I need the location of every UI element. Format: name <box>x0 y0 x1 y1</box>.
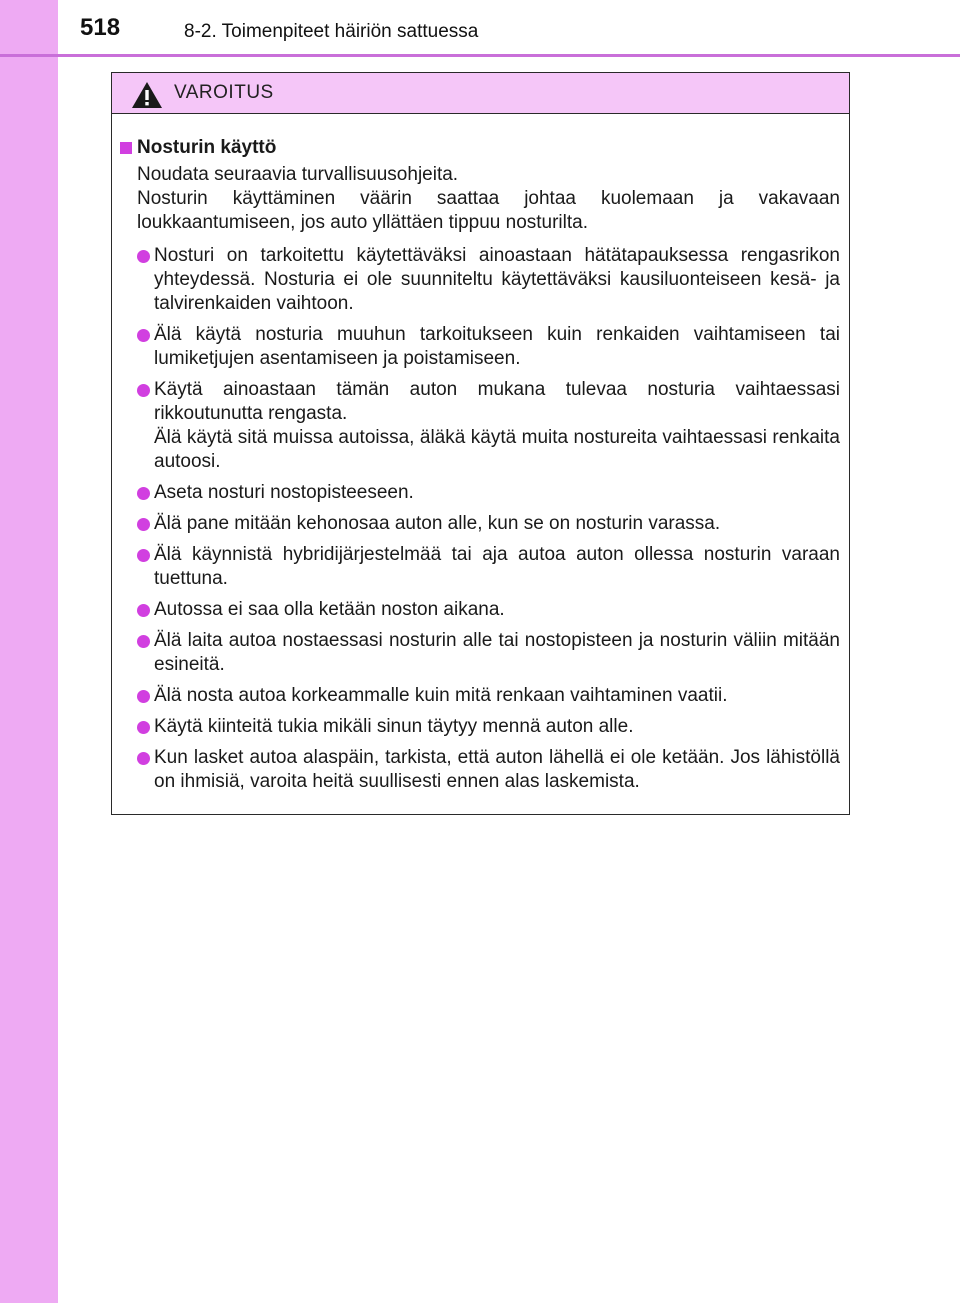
list-item <box>120 244 840 316</box>
circle-bullet-icon <box>137 635 150 648</box>
warning-label: VAROITUS <box>174 82 274 103</box>
warning-header <box>112 73 849 114</box>
list-item <box>120 481 840 505</box>
list-item-text: Älä käytä nosturia muuhun tarkoitukseen kuin renkaiden vaihtamiseen tai lumiketjujen asentamiseen ja poistamiseen. <box>154 324 840 369</box>
warning-box <box>111 72 850 815</box>
list-item <box>120 598 840 622</box>
list-item <box>120 543 840 591</box>
list-item-text: Aseta nosturi nostopisteeseen. <box>154 482 414 503</box>
list-item-text: Autossa ei saa olla ketään noston aikana. <box>154 599 505 620</box>
warning-triangle-icon <box>131 81 163 109</box>
section-title: 8-2. Toimenpiteet häiriön sattuessa <box>184 21 479 42</box>
list-item-text: Käytä ainoastaan tämän auton mukana tulevaa nosturia vaihtaessasi rikkoutunutta rengasta. <box>154 379 840 424</box>
list-item <box>120 378 840 474</box>
list-item <box>120 512 840 536</box>
list-item-text: Älä nosta autoa korkeammalle kuin mitä renkaan vaihtaminen vaatii. <box>154 685 728 706</box>
list-item-text: Älä käynnistä hybridijärjestelmää tai aja autoa auton ollessa nosturin varaan tuettuna. <box>154 544 840 589</box>
circle-bullet-icon <box>137 604 150 617</box>
circle-bullet-icon <box>137 549 150 562</box>
subheading <box>120 136 840 160</box>
header-divider <box>0 54 960 57</box>
list-item <box>120 629 840 677</box>
intro-text <box>120 163 840 235</box>
list-item-text: Älä käytä sitä muissa autoissa, äläkä käytä muita nostureita vaihtaessasi renkaita autoosi. <box>154 427 840 472</box>
list-item <box>120 684 840 708</box>
list-item <box>120 323 840 371</box>
intro-line: Nosturin käyttäminen väärin saattaa johtaa kuolemaan ja vakavaan loukkaantumiseen, jos auto yllättäen tippuu nosturilta. <box>137 188 840 233</box>
page-number: 518 <box>80 14 121 41</box>
circle-bullet-icon <box>137 721 150 734</box>
list-item-text: Käytä kiinteitä tukia mikäli sinun täytyy mennä auton alle. <box>154 716 634 737</box>
square-bullet-icon <box>120 142 132 154</box>
list-item <box>120 715 840 739</box>
list-item <box>120 746 840 794</box>
circle-bullet-icon <box>137 690 150 703</box>
list-item-text: Älä laita autoa nostaessasi nosturin alle tai nostopisteen ja nosturin väliin mitään esineitä. <box>154 630 840 675</box>
subheading-text: Nosturin käyttö <box>137 137 277 158</box>
circle-bullet-icon <box>137 329 150 342</box>
list-item-text: Älä pane mitään kehonosaa auton alle, kun se on nosturin varassa. <box>154 513 721 534</box>
circle-bullet-icon <box>137 384 150 397</box>
circle-bullet-icon <box>137 250 150 263</box>
circle-bullet-icon <box>137 487 150 500</box>
warning-body <box>112 114 849 794</box>
circle-bullet-icon <box>137 518 150 531</box>
intro-line: Noudata seuraavia turvallisuusohjeita. <box>137 164 459 185</box>
side-color-strip <box>0 0 58 1303</box>
list-item-text: Nosturi on tarkoitettu käytettäväksi ainoastaan hätätapauksessa rengasrikon yhteydessä. Nosturia ei ole suunniteltu käytettäväksi kausiluonteiseen kesä- ja talvirenkaiden vaihtoon. <box>154 245 840 314</box>
list-item-text: Kun lasket autoa alaspäin, tarkista, että auton lähellä ei ole ketään. Jos lähistöllä on ihmisiä, varoita heitä suullisesti ennen alas laskemista. <box>154 747 840 792</box>
circle-bullet-icon <box>137 752 150 765</box>
